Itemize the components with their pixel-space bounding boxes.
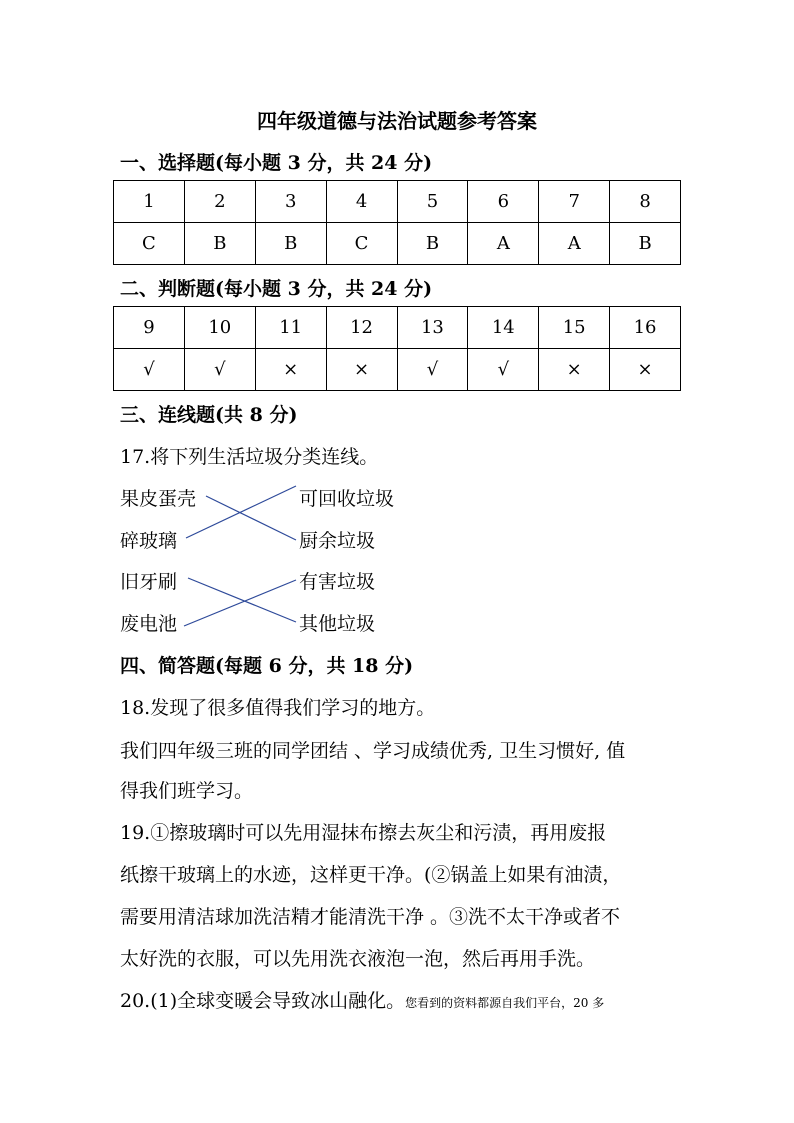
question-19-answer-line: 需要用清洁球加洗洁精才能清洗干净 。③洗不太干净或者不 bbox=[120, 906, 621, 928]
right-item-hazardous: 有害垃圾 bbox=[299, 571, 376, 593]
right-item-kitchen-waste: 厨余垃圾 bbox=[299, 530, 376, 552]
section-heading-true-false: 二、判断题(每小题 3 分，共 24 分) bbox=[120, 278, 433, 300]
match-line bbox=[186, 486, 296, 538]
question-number-cell: 2 bbox=[184, 181, 255, 223]
answer-cell: C bbox=[326, 223, 397, 265]
answer-cell: √ bbox=[397, 349, 468, 391]
answer-cell: × bbox=[326, 349, 397, 391]
answer-cell: B bbox=[184, 223, 255, 265]
match-line bbox=[206, 496, 296, 540]
match-line bbox=[188, 578, 296, 622]
question-number-cell: 12 bbox=[326, 307, 397, 349]
left-item-dead-battery: 废电池 bbox=[120, 613, 178, 635]
question-number-cell: 4 bbox=[326, 181, 397, 223]
question-number-cell: 10 bbox=[184, 307, 255, 349]
question-19-answer-line: 太好洗的衣服，可以先用洗衣液泡一泡，然后再用手洗。 bbox=[120, 948, 596, 970]
answer-cell: × bbox=[539, 349, 610, 391]
match-line bbox=[184, 580, 296, 626]
question-number-cell: 6 bbox=[468, 181, 539, 223]
answer-cell: B bbox=[397, 223, 468, 265]
answer-cell: C bbox=[114, 223, 185, 265]
answer-cell: √ bbox=[184, 349, 255, 391]
document-title: 四年级道德与法治试题参考答案 bbox=[257, 109, 537, 133]
section-heading-matching: 三、连线题(共 8 分) bbox=[120, 404, 298, 426]
section-heading-short-answer: 四、简答题(每题 6 分，共 18 分) bbox=[120, 655, 414, 677]
question-number-cell: 1 bbox=[114, 181, 185, 223]
question-number-cell: 16 bbox=[610, 307, 681, 349]
question-18-answer-line: 我们四年级三班的同学团结 、学习成绩优秀, 卫生习惯好, 值 bbox=[120, 740, 626, 762]
right-item-other-waste: 其他垃圾 bbox=[299, 613, 376, 635]
answer-cell: √ bbox=[114, 349, 185, 391]
answer-cell: A bbox=[468, 223, 539, 265]
question-17-prompt: 17.将下列生活垃圾分类连线。 bbox=[120, 446, 379, 468]
question-number-cell: 8 bbox=[610, 181, 681, 223]
question-18-answer: 18.发现了很多值得我们学习的地方。 bbox=[120, 697, 436, 719]
question-20-text: 20.(1)全球变暖会导致冰山融化。 bbox=[120, 990, 406, 1012]
question-number-cell: 14 bbox=[468, 307, 539, 349]
question-number-cell: 5 bbox=[397, 181, 468, 223]
answer-cell: × bbox=[255, 349, 326, 391]
answer-cell: B bbox=[610, 223, 681, 265]
question-number-cell: 15 bbox=[539, 307, 610, 349]
left-item-peel-eggshell: 果皮蛋壳 bbox=[120, 488, 197, 510]
answer-cell: √ bbox=[468, 349, 539, 391]
answer-cell: B bbox=[255, 223, 326, 265]
question-number-cell: 11 bbox=[255, 307, 326, 349]
source-note: 您看到的资料都源自我们平台，20 多 bbox=[405, 996, 605, 1010]
question-number-cell: 7 bbox=[539, 181, 610, 223]
question-number-cell: 9 bbox=[114, 307, 185, 349]
left-item-old-toothbrush: 旧牙刷 bbox=[120, 571, 178, 593]
answer-cell: × bbox=[610, 349, 681, 391]
answer-cell: A bbox=[539, 223, 610, 265]
question-18-answer-line: 得我们班学习。 bbox=[120, 780, 254, 802]
right-item-recyclable: 可回收垃圾 bbox=[299, 488, 395, 510]
question-number-cell: 3 bbox=[255, 181, 326, 223]
question-number-cell: 13 bbox=[397, 307, 468, 349]
left-item-broken-glass: 碎玻璃 bbox=[120, 530, 178, 552]
section-heading-multiple-choice: 一、选择题(每小题 3 分，共 24 分) bbox=[120, 152, 433, 174]
question-19-answer-line: 纸擦干玻璃上的水迹，这样更干净。(②锅盖上如果有油渍， bbox=[120, 864, 622, 886]
question-20-answer bbox=[120, 986, 604, 1013]
question-19-answer-line: 19.①擦玻璃时可以先用湿抹布擦去灰尘和污渍，再用废报 bbox=[120, 822, 607, 844]
